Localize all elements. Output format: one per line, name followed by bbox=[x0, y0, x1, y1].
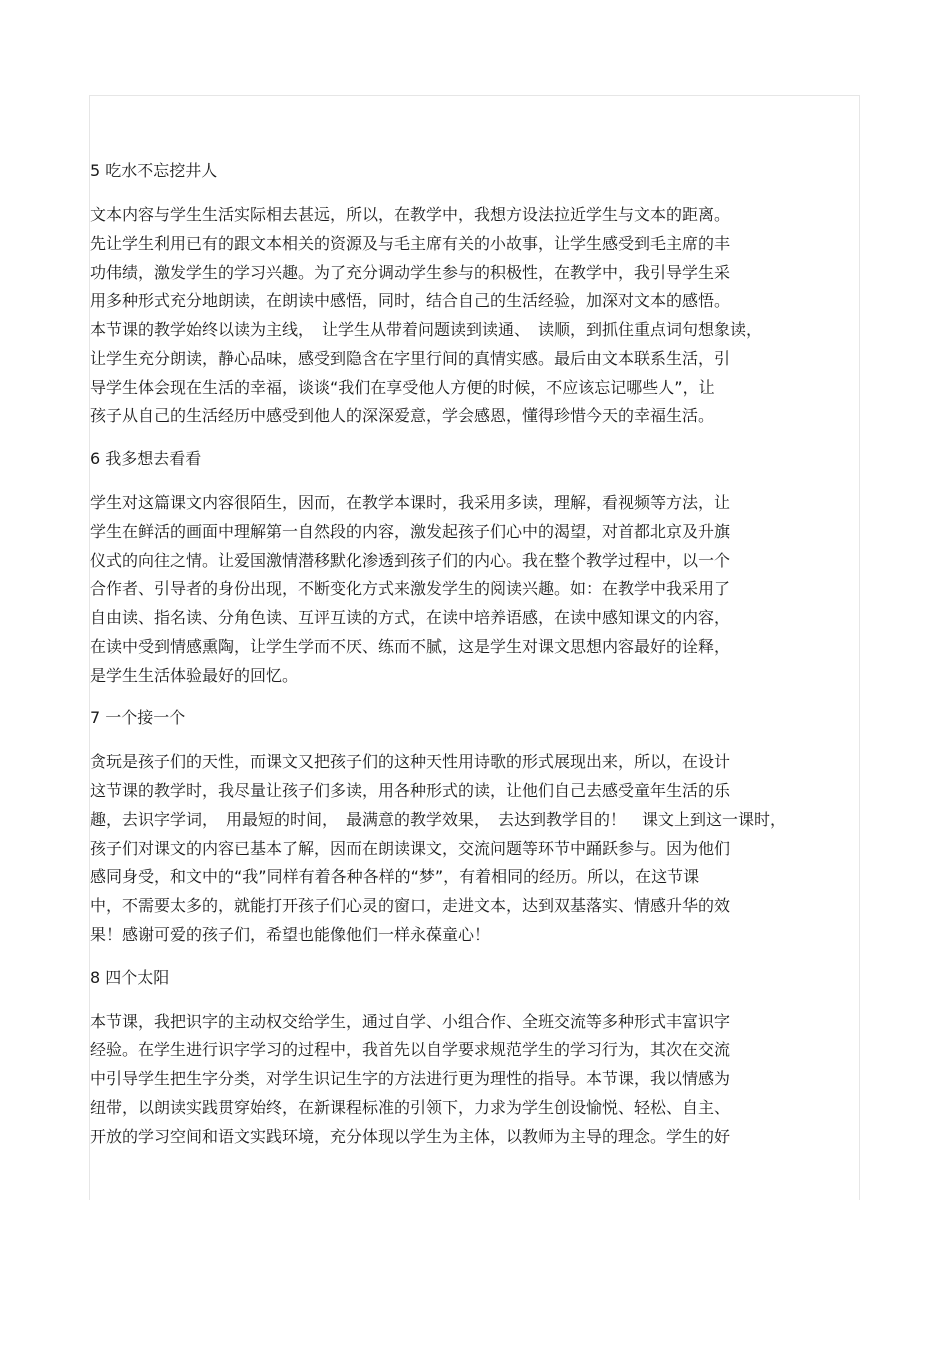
paragraph-line: 先让学生利用已有的跟文本相关的资源及与毛主席有关的小故事，让学生感受到毛主席的丰 bbox=[90, 233, 731, 253]
paragraph-line: 让学生充分朗读，静心品味，感受到隐含在字里行间的真情实感。最后由文本联系生活，引 bbox=[90, 348, 731, 368]
section bbox=[90, 158, 850, 431]
paragraph-line: 感同身受，和文中的“我”同样有着各种各样的“梦”，有着相同的经历。所以，在这节课 bbox=[90, 867, 700, 887]
paragraph-line: 功伟绩，激发学生的学习兴趣。为了充分调动学生参与的积极性，在教学中，我引导学生采 bbox=[90, 262, 731, 282]
paragraph-line: 趣，去识字学词， 用最短的时间， 最满意的教学效果， 去达到教学目的！ 课文上到这一课时， bbox=[90, 809, 787, 829]
paragraph-line: 贪玩是孩子们的天性，而课文又把孩子们的这种天性用诗歌的形式展现出来，所以，在设计 bbox=[90, 752, 731, 772]
paragraph-line: 在读中受到情感熏陶，让学生学而不厌、练而不腻，这是学生对课文思想内容最好的诠释， bbox=[90, 636, 731, 656]
section-title: 6 我多想去看看 bbox=[90, 449, 202, 468]
paragraph-line: 本节课的教学始终以读为主线， 让学生从带着问题读到读通、 读顺，到抓住重点词句想象读， bbox=[90, 320, 763, 339]
paragraph-line: 果！感谢可爱的孩子们，希望也能像他们一样永葆童心！ bbox=[90, 924, 491, 944]
section-title: 7 一个接一个 bbox=[90, 708, 186, 728]
paragraph-line: 中引导学生把生字分类，对学生识记生字的方法进行更为理性的指导。本节课，我以情感为 bbox=[90, 1069, 731, 1088]
paragraph bbox=[90, 489, 850, 690]
document-body bbox=[90, 158, 850, 1166]
paragraph-line: 合作者、引导者的身份出现，不断变化方式来激发学生的阅读兴趣。如：在教学中我采用了 bbox=[90, 579, 731, 599]
paragraph-line: 仪式的向往之情。让爱国激情潜移默化渗透到孩子们的内心。我在整个教学过程中，以一个 bbox=[90, 550, 731, 570]
paragraph bbox=[90, 748, 850, 949]
paragraph bbox=[90, 1008, 850, 1152]
paragraph-line: 是学生生活体验最好的回忆。 bbox=[90, 665, 299, 685]
section bbox=[90, 446, 850, 690]
paragraph-line: 经验。在学生进行识字学习的过程中，我首先以自学要求规范学生的学习行为，其次在交流 bbox=[90, 1040, 731, 1060]
paragraph-line: 孩子从自己的生活经历中感受到他人的深深爱意，学会感恩，懂得珍惜今天的幸福生活。 bbox=[90, 406, 715, 426]
paragraph bbox=[90, 201, 850, 431]
paragraph-line: 用多种形式充分地朗读，在朗读中感悟，同时，结合自己的生活经验，加深对文本的感悟。 bbox=[90, 291, 731, 311]
paragraph-line: 开放的学习空间和语文实践环境，充分体现以学生为主体，以教师为主导的理念。学生的好 bbox=[90, 1126, 731, 1146]
paragraph-line: 本节课，我把识字的主动权交给学生，通过自学、小组合作、全班交流等多种形式丰富识字 bbox=[90, 1011, 731, 1031]
paragraph-line: 这节课的教学时，我尽量让孩子们多读，用各种形式的读，让他们自己去感受童年生活的乐 bbox=[90, 781, 731, 800]
section-title: 5 吃水不忘挖井人 bbox=[90, 161, 218, 180]
section-title: 8 四个太阳 bbox=[90, 967, 170, 987]
paragraph-line: 文本内容与学生生活实际相去甚远，所以，在教学中，我想方设法拉近学生与文本的距离。 bbox=[90, 205, 731, 224]
paragraph-line: 自由读、指名读、分角色读、互评互读的方式，在读中培养语感，在读中感知课文的内容， bbox=[90, 608, 731, 627]
paragraph-line: 中，不需要太多的，就能打开孩子们心灵的窗口，走进文本，达到双基落实、情感升华的效 bbox=[90, 896, 731, 915]
paragraph-line: 学生在鲜活的画面中理解第一自然段的内容，激发起孩子们心中的渴望，对首都北京及升旗 bbox=[90, 521, 731, 541]
paragraph-line: 导学生体会现在生活的幸福，谈谈“我们在享受他人方便的时候，不应该忘记哪些人”，让 bbox=[90, 377, 715, 397]
section bbox=[90, 965, 850, 1152]
paragraph-line: 学生对这篇课文内容很陌生，因而，在教学本课时，我采用多读，理解，看视频等方法，让 bbox=[90, 493, 731, 512]
paragraph-line: 纽带，以朗读实践贯穿始终，在新课程标准的引领下，力求为学生创设愉悦、轻松、自主、 bbox=[90, 1097, 731, 1117]
section bbox=[90, 705, 850, 949]
paragraph-line: 孩子们对课文的内容已基本了解，因而在朗读课文，交流问题等环节中踊跃参与。因为他们 bbox=[90, 838, 731, 858]
